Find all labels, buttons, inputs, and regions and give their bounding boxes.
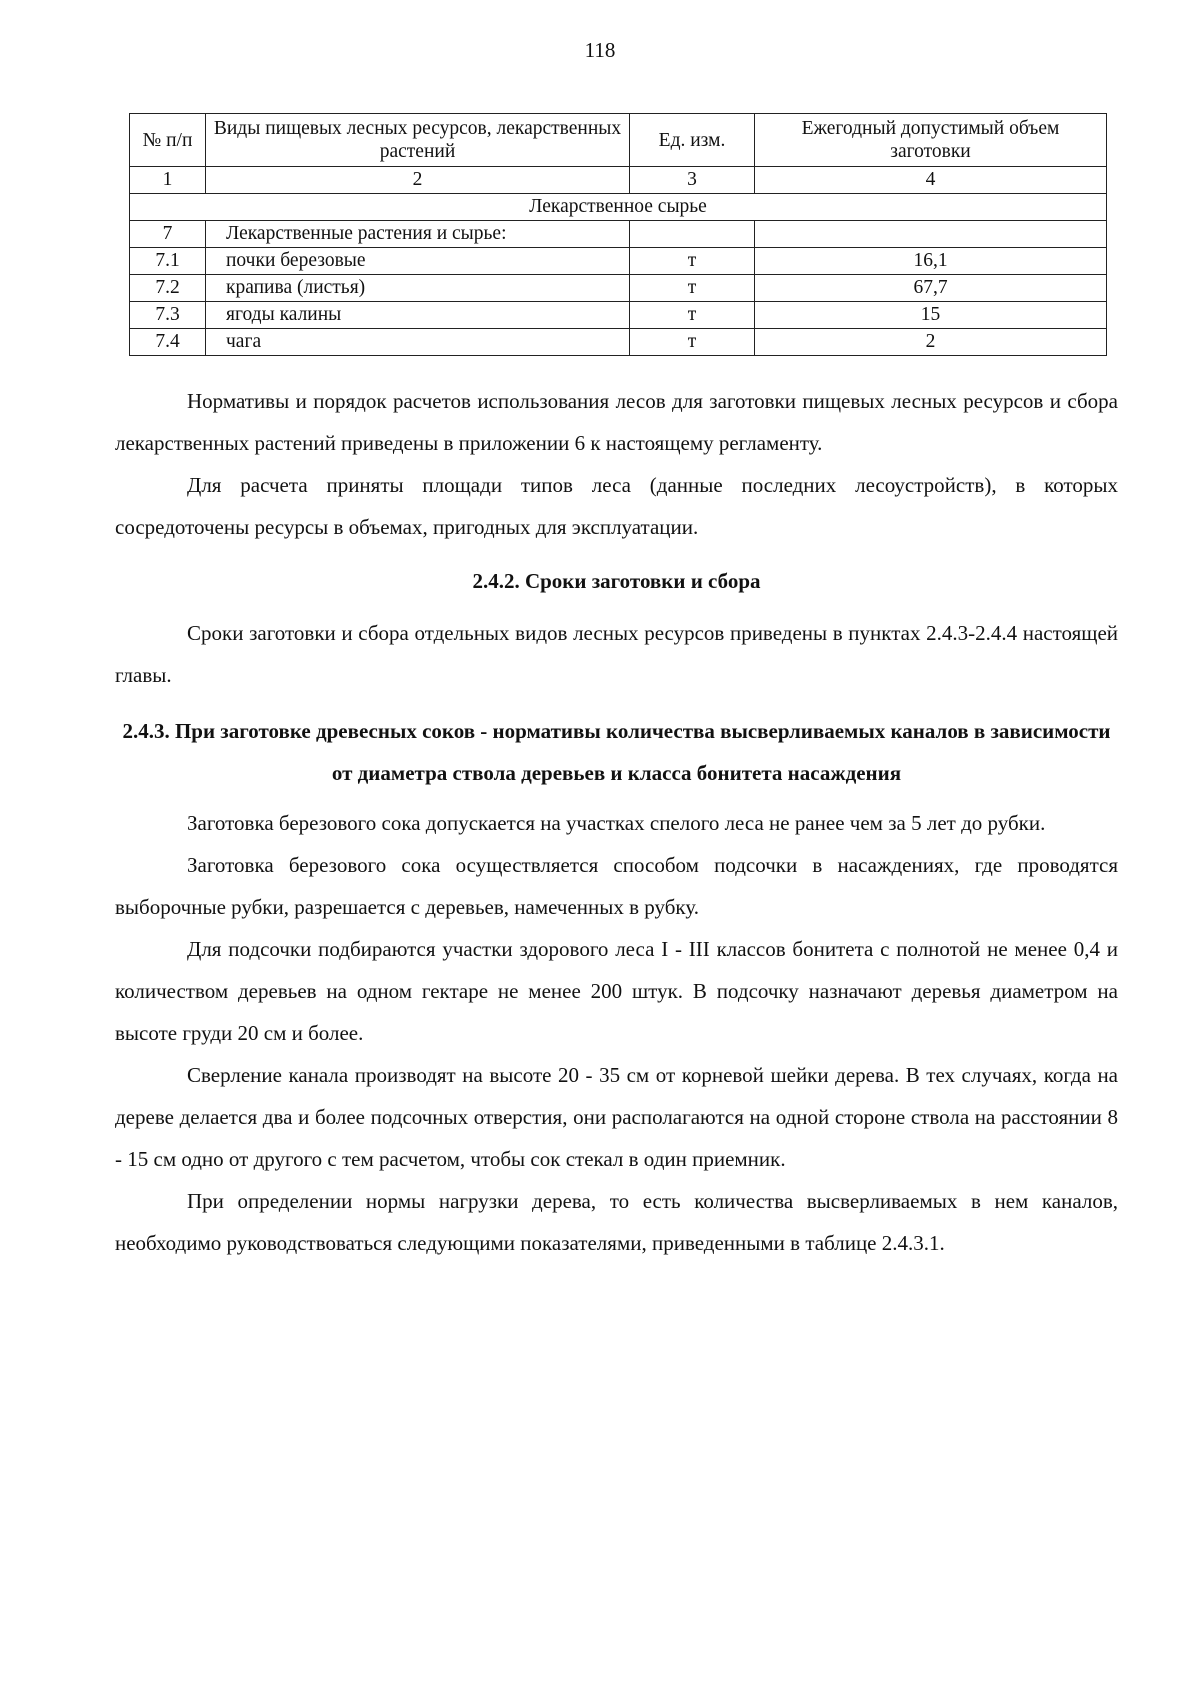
table-index-row — [130, 167, 1107, 194]
group-unit — [630, 221, 755, 248]
group-num: 7 — [130, 221, 206, 248]
index-cell: 3 — [630, 167, 755, 194]
row-name: чага — [206, 329, 630, 356]
index-cell: 1 — [130, 167, 206, 194]
table-row — [130, 275, 1107, 302]
paragraph-forest-areas: Для расчета приняты площади типов леса (данные последних лесоустройств), в которых сосредоточены ресурсы в объемах, пригодных для эксплуатации. — [115, 473, 1118, 539]
row-unit: т — [630, 248, 755, 275]
row-num: 7.1 — [130, 248, 206, 275]
paragraph-site-selection: Для подсочки подбираются участки здорового леса I - III классов бонитета с полнотой не менее 0,4 и количеством деревьев на одном гектаре не менее 200 штук. В подсочку назначают деревья диаметром на высоте груди 20 см и более. — [115, 937, 1118, 1045]
heading-2-4-2: 2.4.2. Сроки заготовки и сбора — [472, 569, 761, 593]
section-title: Лекарственное сырье — [130, 194, 1107, 221]
row-name: крапива (листья) — [206, 275, 630, 302]
heading-2-4-3: 2.4.3. При заготовке древесных соков - нормативы количества высверливаемых каналов в зависимости от диаметра ствола деревьев и класса бонитета насаждения — [122, 719, 1111, 785]
row-name: почки березовые — [206, 248, 630, 275]
table-section-row — [130, 194, 1107, 221]
group-volume — [755, 221, 1107, 248]
row-name: ягоды калины — [206, 302, 630, 329]
row-volume: 2 — [755, 329, 1107, 356]
table-row — [130, 302, 1107, 329]
row-volume: 16,1 — [755, 248, 1107, 275]
row-unit: т — [630, 302, 755, 329]
row-num: 7.3 — [130, 302, 206, 329]
paragraph-load-norms: При определении нормы нагрузки дерева, то есть количества высверливаемых в нем каналов, необходимо руководствоваться следующими показателями, приведенными в таблице 2.4.3.1. — [115, 1189, 1118, 1255]
paragraph-terms: Сроки заготовки и сбора отдельных видов лесных ресурсов приведены в пунктах 2.4.3-2.4.4 настоящей главы. — [115, 621, 1118, 687]
row-unit: т — [630, 275, 755, 302]
table-header-row — [130, 114, 1107, 167]
paragraph-drilling: Сверление канала производят на высоте 20 - 35 см от корневой шейки дерева. В тех случаях, когда на дереве делается два и более подсочных отверстия, они располагаются на одной стороне ствола на расстоянии 8 - 15 см одно от другого с тем расчетом, чтобы сок стекал в один приемник. — [115, 1063, 1118, 1171]
table-row — [130, 329, 1107, 356]
paragraph-tapping-method: Заготовка березового сока осуществляется способом подсочки в насаждениях, где проводятся выборочные рубки, разрешается с деревьев, намеченных в рубку. — [115, 853, 1118, 919]
header-volume: Ежегодный допустимый объем заготовки — [755, 114, 1107, 167]
table-group-row — [130, 221, 1107, 248]
document-body — [115, 380, 1118, 1264]
row-num: 7.4 — [130, 329, 206, 356]
row-volume: 15 — [755, 302, 1107, 329]
group-name: Лекарственные растения и сырье: — [206, 221, 630, 248]
page-number: 118 — [584, 38, 616, 62]
index-cell: 4 — [755, 167, 1107, 194]
row-unit: т — [630, 329, 755, 356]
table-row — [130, 248, 1107, 275]
header-name: Виды пищевых лесных ресурсов, лекарственных растений — [206, 114, 630, 167]
paragraph-sap-harvest: Заготовка березового сока допускается на участках спелого леса не ранее чем за 5 лет до рубки. — [187, 811, 1046, 835]
header-num: № п/п — [130, 114, 206, 167]
paragraph-norms: Нормативы и порядок расчетов использования лесов для заготовки пищевых лесных ресурсов и сбора лекарственных растений приведены в приложении 6 к настоящему регламенту. — [115, 389, 1118, 455]
row-num: 7.2 — [130, 275, 206, 302]
header-unit: Ед. изм. — [630, 114, 755, 167]
index-cell: 2 — [206, 167, 630, 194]
row-volume: 67,7 — [755, 275, 1107, 302]
resources-table — [129, 113, 1107, 356]
